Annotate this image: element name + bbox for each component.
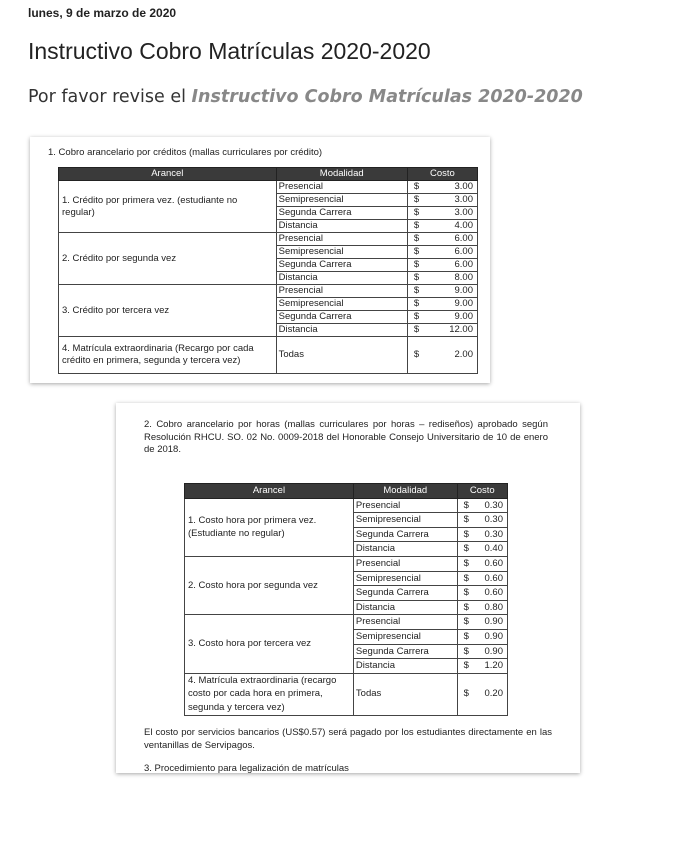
modalidad-cell: Distancia bbox=[353, 600, 457, 615]
costo-value bbox=[408, 194, 477, 206]
costo-cell bbox=[457, 615, 507, 630]
currency-symbol: $ bbox=[413, 220, 420, 231]
costo-amount: 3.00 bbox=[454, 194, 473, 205]
costo-cell bbox=[457, 600, 507, 615]
currency-symbol: $ bbox=[413, 246, 420, 257]
table-row bbox=[185, 673, 508, 715]
modalidad-cell: Semipresencial bbox=[353, 571, 457, 586]
currency-symbol: $ bbox=[463, 688, 469, 700]
costo-amount: 9.00 bbox=[454, 311, 473, 322]
arancel-cell: 3. Crédito por tercera vez bbox=[59, 285, 277, 337]
costo-cell bbox=[457, 542, 507, 557]
tariff-table-creditos bbox=[58, 167, 478, 374]
costo-amount: 0.80 bbox=[484, 601, 503, 613]
costo-value bbox=[458, 572, 507, 586]
costo-cell bbox=[407, 285, 477, 298]
costo-cell bbox=[407, 233, 477, 246]
modalidad-cell: Presencial bbox=[276, 181, 407, 194]
costo-cell bbox=[457, 498, 507, 513]
document-image-creditos[interactable] bbox=[30, 137, 490, 383]
table-header-row bbox=[59, 168, 478, 181]
costo-amount: 0.30 bbox=[484, 514, 503, 526]
costo-amount: 12.00 bbox=[449, 324, 473, 335]
costo-value bbox=[458, 645, 507, 659]
modalidad-cell: Distancia bbox=[276, 272, 407, 285]
modalidad-cell: Segunda Carrera bbox=[276, 311, 407, 324]
costo-amount: 0.20 bbox=[484, 688, 503, 700]
modalidad-cell: Distancia bbox=[353, 542, 457, 557]
currency-symbol: $ bbox=[413, 311, 420, 322]
currency-symbol: $ bbox=[413, 181, 420, 192]
header-arancel: Arancel bbox=[185, 484, 354, 499]
arancel-cell: 4. Matrícula extraordinaria (recargo costo por cada hora en primera, segunda y tercera vez) bbox=[185, 673, 354, 715]
costo-cell bbox=[407, 272, 477, 285]
currency-symbol: $ bbox=[413, 194, 420, 205]
modalidad-cell: Presencial bbox=[276, 285, 407, 298]
costo-value bbox=[408, 324, 477, 336]
table-row bbox=[185, 498, 508, 513]
modalidad-cell: Presencial bbox=[353, 556, 457, 571]
costo-cell bbox=[457, 629, 507, 644]
table-row bbox=[59, 181, 478, 194]
currency-symbol: $ bbox=[463, 528, 469, 540]
costo-value bbox=[458, 659, 507, 673]
header-costo: Costo bbox=[457, 484, 507, 499]
intro-text bbox=[28, 87, 583, 107]
arancel-cell: 2. Crédito por segunda vez bbox=[59, 233, 277, 285]
intro-prefix: Por favor revise el bbox=[28, 87, 192, 107]
costo-cell bbox=[457, 673, 507, 715]
costo-value bbox=[458, 601, 507, 615]
section-heading-creditos: 1. Cobro arancelario por créditos (mallas curriculares por crédito) bbox=[48, 147, 323, 158]
post-date: lunes, 9 de marzo de 2020 bbox=[28, 6, 177, 20]
costo-value bbox=[408, 220, 477, 232]
currency-symbol: $ bbox=[413, 349, 420, 360]
modalidad-cell: Segunda Carrera bbox=[353, 644, 457, 659]
costo-amount: 0.90 bbox=[484, 630, 503, 642]
table-row bbox=[59, 233, 478, 246]
currency-symbol: $ bbox=[413, 207, 420, 218]
modalidad-cell: Segunda Carrera bbox=[353, 527, 457, 542]
costo-value bbox=[458, 499, 507, 513]
costo-cell bbox=[457, 644, 507, 659]
costo-value bbox=[458, 542, 507, 556]
costo-value bbox=[458, 557, 507, 571]
costo-amount: 0.60 bbox=[484, 587, 503, 599]
modalidad-cell: Semipresencial bbox=[353, 513, 457, 528]
costo-cell bbox=[407, 324, 477, 337]
currency-symbol: $ bbox=[463, 543, 469, 555]
section-heading-horas: 2. Cobro arancelario por horas (mallas curriculares por horas – rediseños) aprobado según Resolución RHCU. SO. 02 No. 0009-2018 del Honorable Consejo Universitario de 10 de enero de 2018. bbox=[144, 419, 548, 455]
table-row bbox=[185, 615, 508, 630]
currency-symbol: $ bbox=[463, 616, 469, 628]
costo-cell bbox=[407, 220, 477, 233]
costo-value bbox=[458, 513, 507, 527]
costo-cell bbox=[457, 556, 507, 571]
costo-amount: 0.30 bbox=[484, 528, 503, 540]
costo-amount: 8.00 bbox=[454, 272, 473, 283]
costo-amount: 3.00 bbox=[454, 207, 473, 218]
currency-symbol: $ bbox=[463, 601, 469, 613]
costo-amount: 0.40 bbox=[484, 543, 503, 555]
modalidad-cell: Presencial bbox=[353, 498, 457, 513]
modalidad-cell: Semipresencial bbox=[276, 246, 407, 259]
header-arancel: Arancel bbox=[59, 168, 277, 181]
costo-amount: 6.00 bbox=[454, 233, 473, 244]
costo-value bbox=[408, 285, 477, 297]
currency-symbol: $ bbox=[463, 645, 469, 657]
costo-amount: 0.90 bbox=[484, 616, 503, 628]
costo-amount: 0.60 bbox=[484, 572, 503, 584]
currency-symbol: $ bbox=[463, 557, 469, 569]
costo-amount: 1.20 bbox=[484, 660, 503, 672]
costo-value bbox=[458, 615, 507, 629]
costo-cell bbox=[407, 259, 477, 272]
costo-value bbox=[408, 233, 477, 245]
modalidad-cell: Semipresencial bbox=[276, 194, 407, 207]
costo-value bbox=[458, 528, 507, 542]
costo-value bbox=[408, 298, 477, 310]
currency-symbol: $ bbox=[413, 285, 420, 296]
modalidad-cell: Distancia bbox=[276, 324, 407, 337]
costo-amount: 0.90 bbox=[484, 645, 503, 657]
costo-cell bbox=[407, 207, 477, 220]
costo-amount: 9.00 bbox=[454, 298, 473, 309]
modalidad-cell: Segunda Carrera bbox=[353, 586, 457, 601]
table-header-row bbox=[185, 484, 508, 499]
modalidad-cell: Segunda Carrera bbox=[276, 259, 407, 272]
modalidad-cell: Todas bbox=[276, 337, 407, 374]
modalidad-cell: Distancia bbox=[276, 220, 407, 233]
costo-value bbox=[408, 349, 477, 361]
costo-amount: 9.00 bbox=[454, 285, 473, 296]
costo-value bbox=[408, 272, 477, 284]
modalidad-cell: Presencial bbox=[276, 233, 407, 246]
table-row bbox=[185, 556, 508, 571]
costo-cell bbox=[407, 246, 477, 259]
header-costo: Costo bbox=[407, 168, 477, 181]
arancel-cell: 1. Crédito por primera vez. (estudiante no regular) bbox=[59, 181, 277, 233]
section-heading-procedimiento: 3. Procedimiento para legalización de matrículas bbox=[144, 763, 349, 773]
costo-value bbox=[408, 259, 477, 271]
costo-cell bbox=[457, 527, 507, 542]
document-image-horas[interactable] bbox=[116, 403, 580, 773]
currency-symbol: $ bbox=[463, 630, 469, 642]
arancel-cell: 3. Costo hora por tercera vez bbox=[185, 615, 354, 673]
header-modalidad: Modalidad bbox=[276, 168, 407, 181]
costo-amount: 6.00 bbox=[454, 246, 473, 257]
costo-cell bbox=[407, 337, 477, 374]
costo-amount: 4.00 bbox=[454, 220, 473, 231]
modalidad-cell: Segunda Carrera bbox=[276, 207, 407, 220]
costo-amount: 6.00 bbox=[454, 259, 473, 270]
post-title[interactable]: Instructivo Cobro Matrículas 2020-2020 bbox=[28, 38, 431, 64]
instructivo-link[interactable]: Instructivo Cobro Matrículas 2020-2020 bbox=[191, 87, 583, 107]
currency-symbol: $ bbox=[413, 259, 420, 270]
currency-symbol: $ bbox=[463, 660, 469, 672]
costo-cell bbox=[457, 659, 507, 674]
costo-cell bbox=[457, 571, 507, 586]
arancel-cell: 1. Costo hora por primera vez. (Estudiante no regular) bbox=[185, 498, 354, 556]
costo-cell bbox=[407, 298, 477, 311]
table-row bbox=[59, 337, 478, 374]
costo-value bbox=[408, 311, 477, 323]
currency-symbol: $ bbox=[413, 233, 420, 244]
modalidad-cell: Semipresencial bbox=[276, 298, 407, 311]
table-row bbox=[59, 285, 478, 298]
modalidad-cell: Semipresencial bbox=[353, 629, 457, 644]
costo-amount: 0.30 bbox=[484, 499, 503, 511]
tariff-table-horas bbox=[184, 483, 508, 716]
costo-value bbox=[408, 181, 477, 193]
currency-symbol: $ bbox=[463, 499, 469, 511]
costo-value bbox=[408, 246, 477, 258]
currency-symbol: $ bbox=[413, 298, 420, 309]
modalidad-cell: Todas bbox=[353, 673, 457, 715]
arancel-cell: 4. Matrícula extraordinaria (Recargo por cada crédito en primera, segunda y tercera vez) bbox=[59, 337, 277, 374]
modalidad-cell: Distancia bbox=[353, 659, 457, 674]
modalidad-cell: Presencial bbox=[353, 615, 457, 630]
currency-symbol: $ bbox=[463, 514, 469, 526]
currency-symbol: $ bbox=[463, 587, 469, 599]
costo-cell bbox=[407, 194, 477, 207]
currency-symbol: $ bbox=[463, 572, 469, 584]
arancel-cell: 2. Costo hora por segunda vez bbox=[185, 556, 354, 614]
currency-symbol: $ bbox=[413, 324, 420, 335]
costo-amount: 0.60 bbox=[484, 557, 503, 569]
costo-value bbox=[458, 630, 507, 644]
costo-amount: 3.00 bbox=[454, 181, 473, 192]
costo-value bbox=[458, 687, 507, 701]
costo-cell bbox=[407, 311, 477, 324]
costo-cell bbox=[457, 513, 507, 528]
currency-symbol: $ bbox=[413, 272, 420, 283]
costo-cell bbox=[457, 586, 507, 601]
costo-value bbox=[408, 207, 477, 219]
costo-value bbox=[458, 586, 507, 600]
header-modalidad: Modalidad bbox=[353, 484, 457, 499]
costo-amount: 2.00 bbox=[454, 349, 473, 360]
bank-fee-note: El costo por servicios bancarios (US$0.57) será pagado por los estudiantes directamente en las ventanillas de Servipagos. bbox=[144, 727, 552, 751]
costo-cell bbox=[407, 181, 477, 194]
